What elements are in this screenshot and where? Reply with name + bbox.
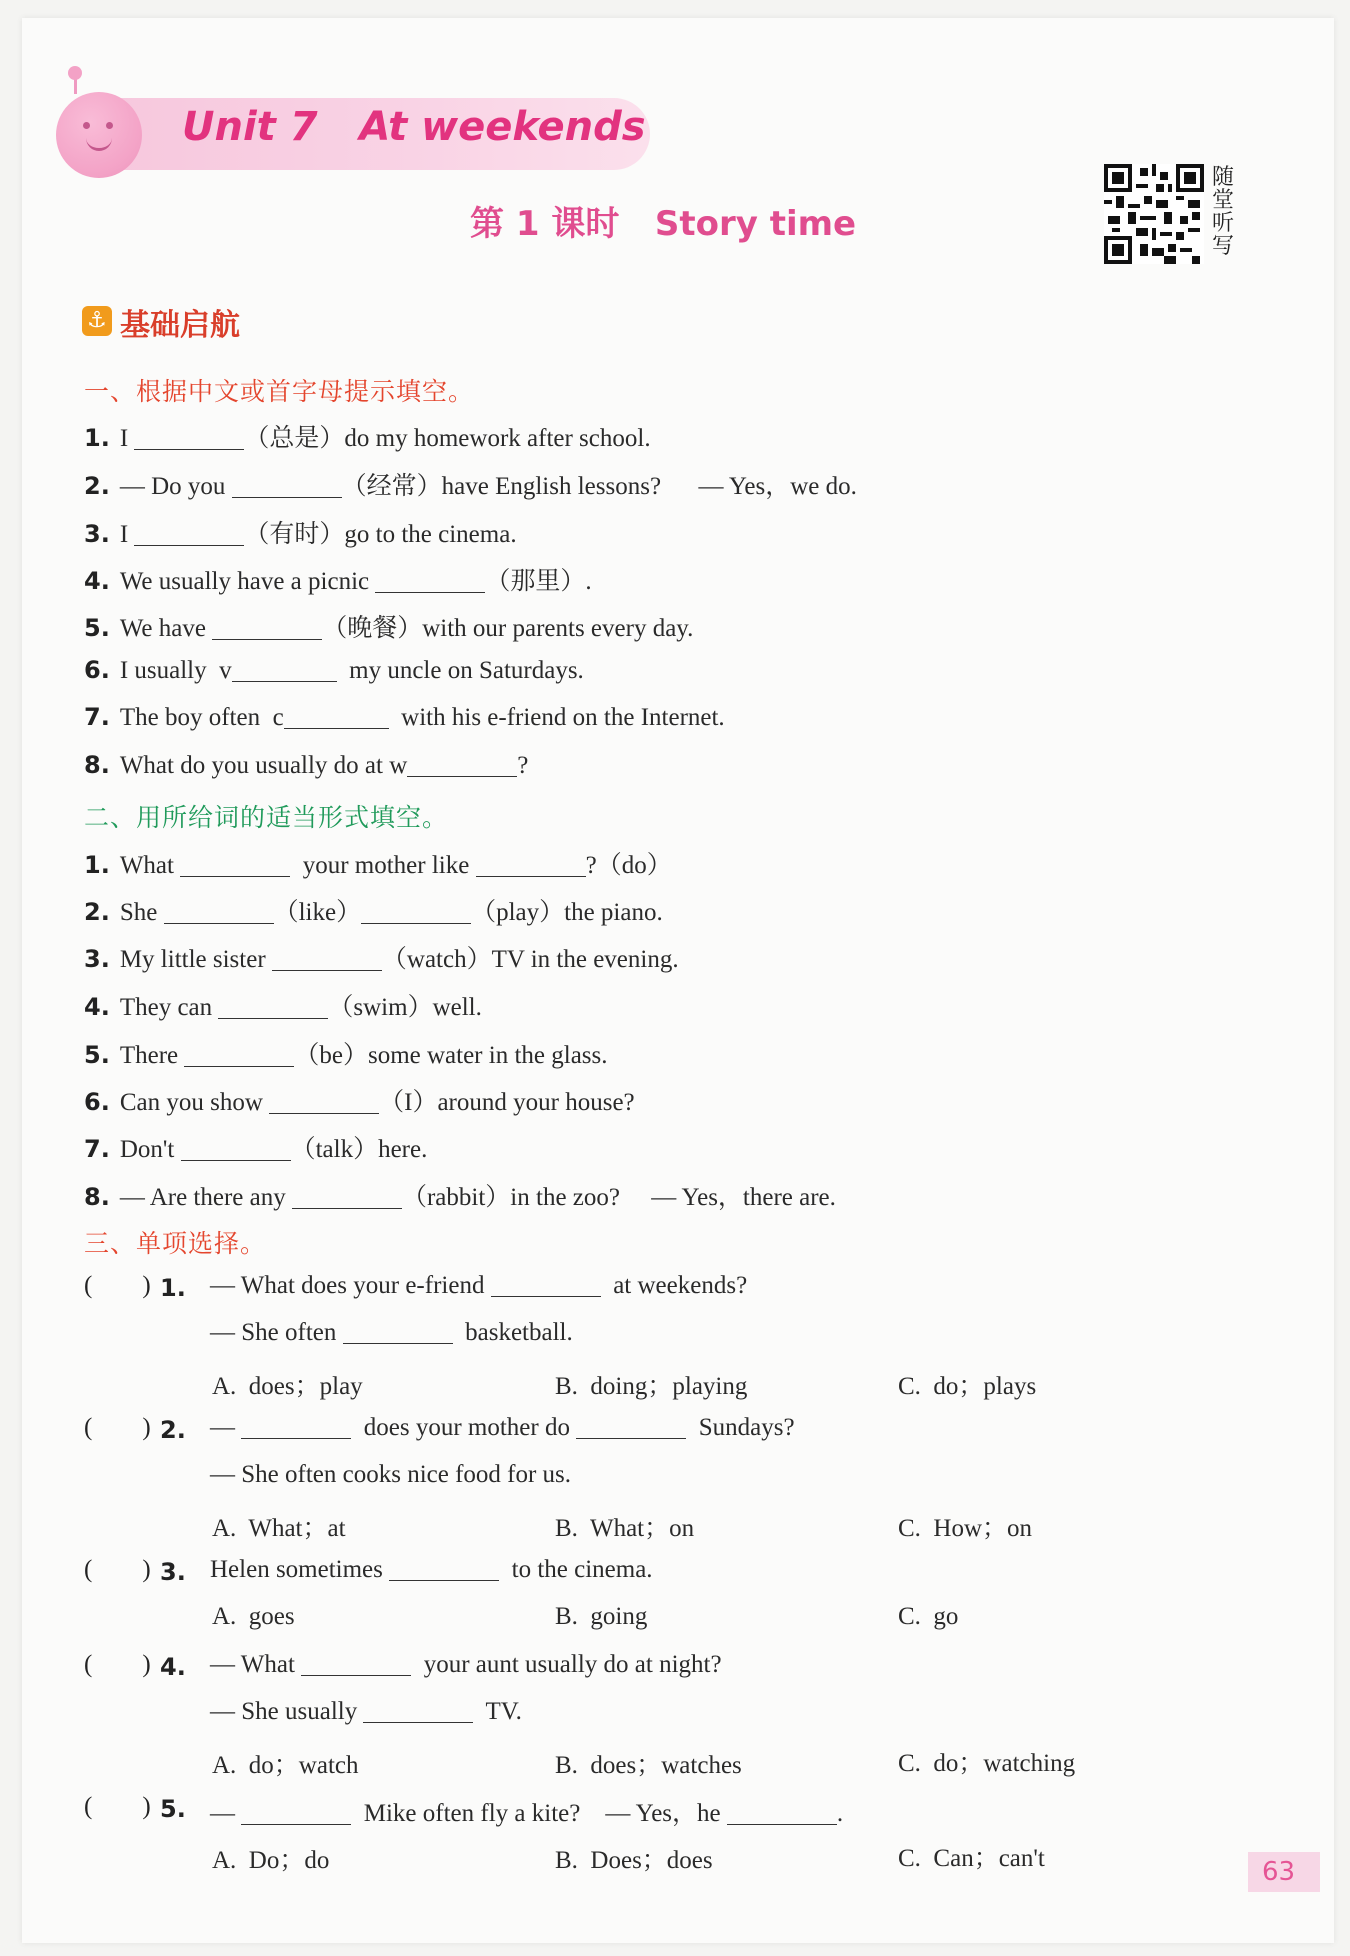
question-text: — She usually TV. [210, 1698, 522, 1725]
part1-item: 7. The boy often c with his e-friend on the Internet. [84, 703, 725, 731]
answer-blank[interactable] [232, 473, 342, 498]
answer-blank [301, 1651, 411, 1676]
question-number: 1. [160, 1274, 186, 1302]
part1-item: 5. We have （晚餐）with our parents every day. [84, 614, 694, 642]
part1-item: 4. We usually have a picnic （那里）. [84, 567, 592, 595]
answer-blank [241, 1414, 351, 1439]
answer-blank [491, 1272, 601, 1297]
answer-blank[interactable] [272, 946, 382, 971]
option-b[interactable]: B. does；watches [555, 1752, 742, 1779]
question-number: 4. [160, 1653, 186, 1681]
answer-blank [576, 1414, 686, 1439]
answer-blank[interactable] [284, 704, 389, 729]
answer-blank[interactable] [180, 852, 290, 877]
answer-parentheses[interactable]: ( ) [84, 1651, 151, 1678]
part1-item: 3. I （有时）go to the cinema. [84, 520, 517, 548]
answer-blank [343, 1319, 453, 1344]
option-c[interactable]: C. How；on [898, 1515, 1033, 1542]
option-a[interactable]: A. does；play [212, 1373, 363, 1400]
answer-blank [727, 1800, 837, 1825]
question-text: — does your mother do Sundays? [210, 1414, 795, 1441]
option-c[interactable]: C. do；plays [898, 1373, 1037, 1400]
part2-item: 3. My little sister （watch）TV in the evening. [84, 945, 679, 973]
answer-parentheses[interactable]: ( ) [84, 1556, 151, 1583]
part2-item: 6. Can you show （I）around your house? [84, 1088, 635, 1116]
part1-item: 2. — Do you （经常）have English lessons? — Yes，we do. [84, 472, 857, 500]
answer-blank [241, 1800, 351, 1825]
part1-heading: 一、根据中文或首字母提示填空。 [84, 377, 475, 406]
question-text: — Mike often fly a kite? — Yes，he . [210, 1800, 844, 1827]
lesson-title: 第 1 课时 Story time [470, 204, 857, 244]
answer-blank[interactable] [292, 1184, 402, 1209]
option-b[interactable]: B. Does；does [555, 1847, 713, 1874]
mascot-icon [56, 92, 142, 178]
question-text: — She often cooks nice food for us. [210, 1461, 572, 1488]
option-c[interactable]: C. Can；can't [898, 1845, 1045, 1872]
answer-blank[interactable] [134, 521, 244, 546]
answer-blank [389, 1556, 499, 1581]
part2-item: 8. — Are there any （rabbit）in the zoo? — Yes，there are. [84, 1183, 836, 1211]
unit-title: Unit 7 At weekends [182, 104, 646, 150]
question-number: 5. [160, 1795, 186, 1823]
part2-item: 4. They can （swim）well. [84, 993, 482, 1021]
answer-blank[interactable] [181, 1136, 291, 1161]
option-a[interactable]: A. goes [212, 1603, 295, 1630]
answer-blank [363, 1698, 473, 1723]
answer-blank[interactable] [218, 994, 328, 1019]
part2-item: 2. She （like） （play）the piano. [84, 898, 663, 926]
page-number: 63 [1248, 1852, 1320, 1892]
answer-blank[interactable] [361, 899, 471, 924]
part2-heading: 二、用所给词的适当形式填空。 [84, 803, 449, 832]
part1-item: 8. What do you usually do at w ? [84, 751, 529, 779]
answer-parentheses[interactable]: ( ) [84, 1272, 151, 1299]
answer-blank[interactable] [232, 657, 337, 682]
part2-item: 5. There （be）some water in the glass. [84, 1041, 608, 1069]
answer-parentheses[interactable]: ( ) [84, 1793, 151, 1820]
option-b[interactable]: B. What；on [555, 1515, 695, 1542]
qr-label: 随堂听写 [1212, 165, 1235, 259]
answer-blank[interactable] [212, 615, 322, 640]
anchor-icon: ⚓ [82, 306, 112, 336]
part2-item: 1. What your mother like ?（do） [84, 851, 672, 879]
option-c[interactable]: C. do；watching [898, 1750, 1076, 1777]
part1-item: 1. I （总是）do my homework after school. [84, 424, 651, 452]
part2-item: 7. Don't （talk）here. [84, 1135, 428, 1163]
section-title: 基础启航 [120, 308, 240, 343]
answer-blank[interactable] [407, 752, 517, 777]
option-c[interactable]: C. go [898, 1603, 959, 1630]
answer-blank[interactable] [164, 899, 274, 924]
question-text: — What does your e-friend at weekends? [210, 1272, 748, 1299]
question-text: — What your aunt usually do at night? [210, 1651, 722, 1678]
mascot-antenna-ball [68, 66, 82, 80]
part3-heading: 三、单项选择。 [84, 1229, 267, 1258]
qr-code-icon[interactable] [1104, 164, 1204, 264]
answer-parentheses[interactable]: ( ) [84, 1414, 151, 1441]
question-text: Helen sometimes to the cinema. [210, 1556, 653, 1583]
option-a[interactable]: A. What；at [212, 1515, 346, 1542]
option-b[interactable]: B. doing；playing [555, 1373, 748, 1400]
part1-item: 6. I usually v my uncle on Saturdays. [84, 656, 584, 684]
answer-blank[interactable] [476, 852, 586, 877]
question-text: — She often basketball. [210, 1319, 573, 1346]
answer-blank[interactable] [375, 568, 485, 593]
answer-blank[interactable] [134, 425, 244, 450]
answer-blank[interactable] [269, 1089, 379, 1114]
answer-blank[interactable] [184, 1042, 294, 1067]
option-a[interactable]: A. do；watch [212, 1752, 359, 1779]
option-b[interactable]: B. going [555, 1603, 648, 1630]
question-number: 2. [160, 1416, 186, 1444]
question-number: 3. [160, 1558, 186, 1586]
option-a[interactable]: A. Do；do [212, 1847, 330, 1874]
